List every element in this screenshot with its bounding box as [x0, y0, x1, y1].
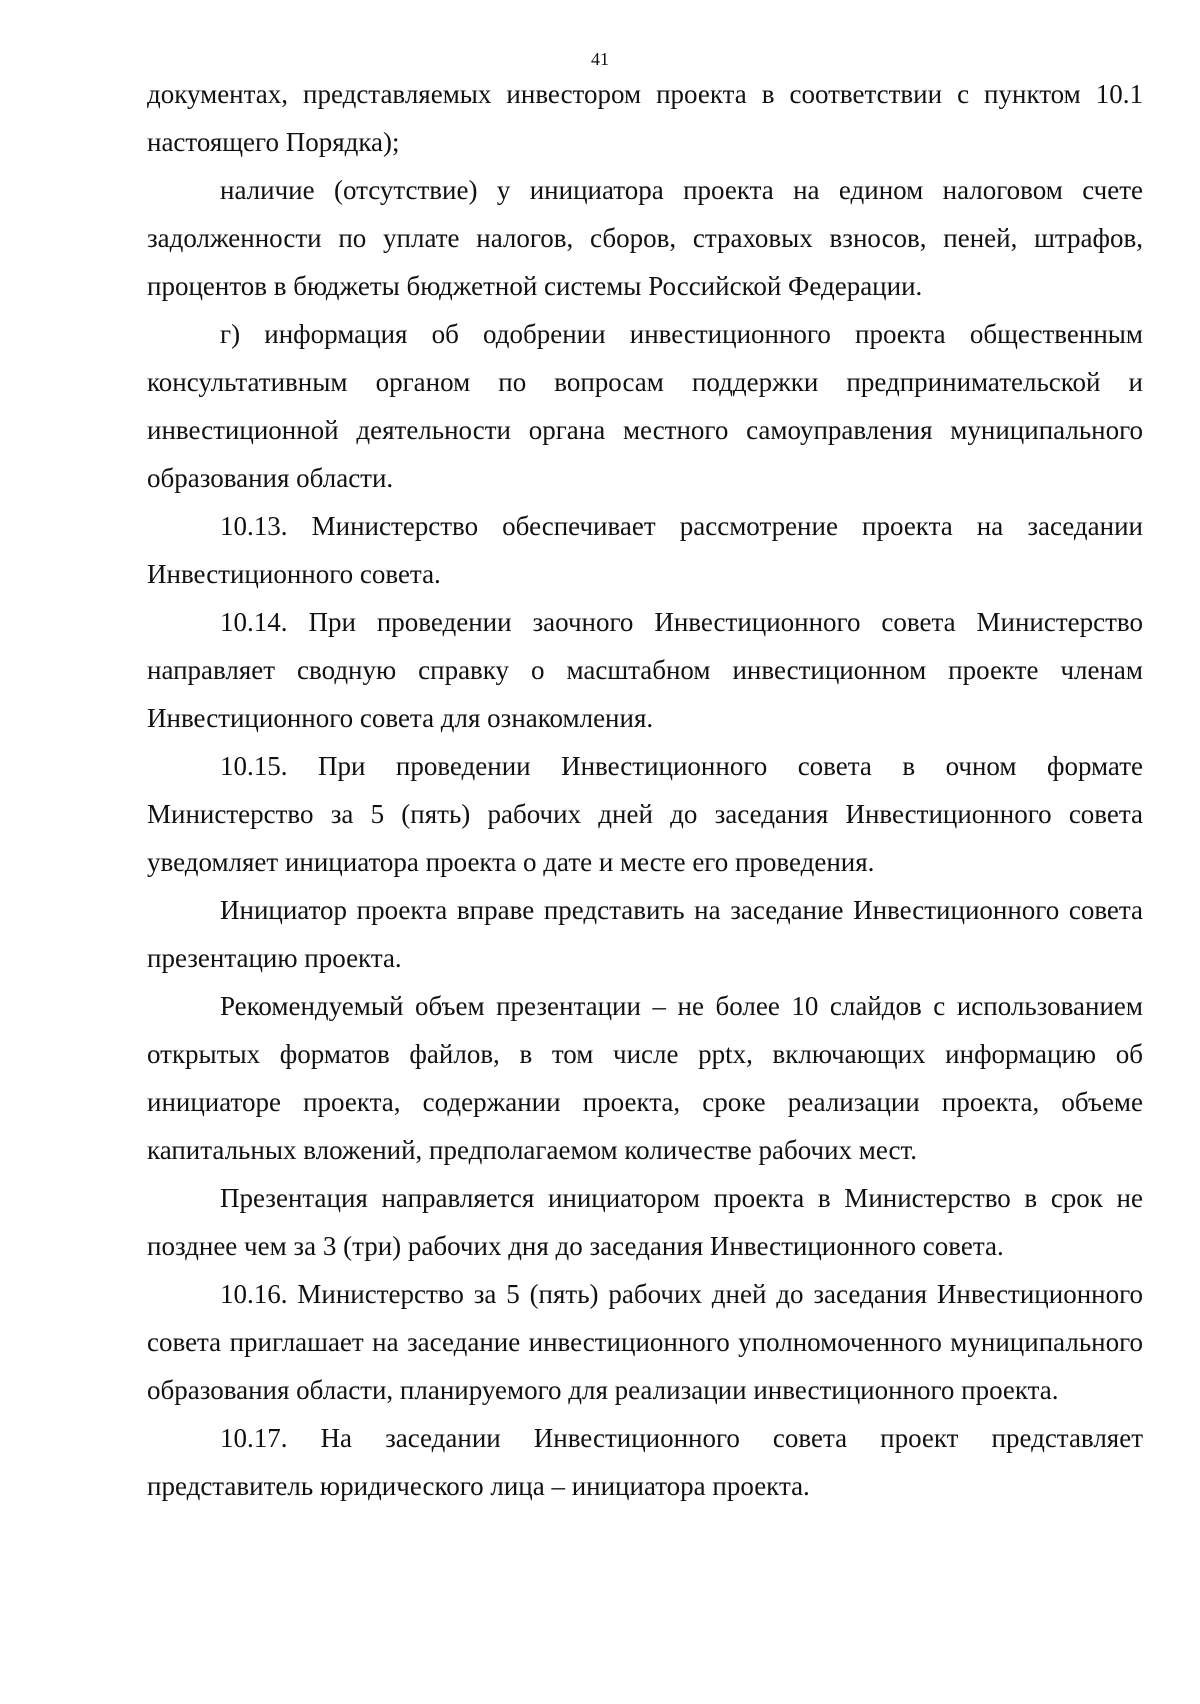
paragraph-clause-10-14: 10.14. При проведении заочного Инвестиционного совета Министерство направляет сводную справку о масштабном инвестиционном проекте членам Инвестиционного совета для ознакомления.: [147, 607, 1143, 733]
paragraph-clause-10-16: 10.16. Министерство за 5 (пять) рабочих дней до заседания Инвестиционного совета приглашает на заседание инвестиционного уполномоченного муниципального образования области, планируемого для реализации инвестиционного проекта.: [147, 1279, 1143, 1405]
paragraph-tax-debt: наличие (отсутствие) у инициатора проекта на едином налоговом счете задолженности по уплате налогов, сборов, страховых взносов, пеней, штрафов, процентов в бюджеты бюджетной системы Российской Федерации.: [147, 175, 1143, 301]
paragraph-presentation-deadline: Презентация направляется инициатором проекта в Министерство в срок не позднее чем за 3 (три) рабочих дня до заседания Инвестиционного совета.: [147, 1183, 1143, 1261]
paragraph-clause-10-13: 10.13. Министерство обеспечивает рассмотрение проекта на заседании Инвестиционного совета.: [147, 511, 1143, 589]
paragraph-clause-10-15: 10.15. При проведении Инвестиционного совета в очном формате Министерство за 5 (пять) рабочих дней до заседания Инвестиционного совета уведомляет инициатора проекта о дате и месте его проведения.: [147, 751, 1143, 877]
paragraph-presentation-volume: Рекомендуемый объем презентации – не более 10 слайдов с использованием открытых форматов файлов, в том числе pptx, включающих информацию об инициаторе проекта, содержании проекта, сроке реализации проекта, объеме капитальных вложений, предполагаемом количестве рабочих мест.: [147, 991, 1143, 1165]
page-number: 41: [591, 49, 609, 69]
paragraph-presentation-right: Инициатор проекта вправе представить на заседание Инвестиционного совета презентацию проекта.: [147, 895, 1143, 973]
paragraph-continuation: документах, представляемых инвестором проекта в соответствии с пунктом 10.1 настоящего Порядка);: [147, 79, 1143, 157]
document-body: [147, 70, 1143, 1510]
paragraph-item-g: г) информация об одобрении инвестиционного проекта общественным консультативным органом по вопросам поддержки предпринимательской и инвестиционной деятельности органа местного самоуправления муниципального образования области.: [147, 319, 1143, 493]
paragraph-clause-10-17: 10.17. На заседании Инвестиционного совета проект представляет представитель юридического лица – инициатора проекта.: [147, 1423, 1143, 1501]
